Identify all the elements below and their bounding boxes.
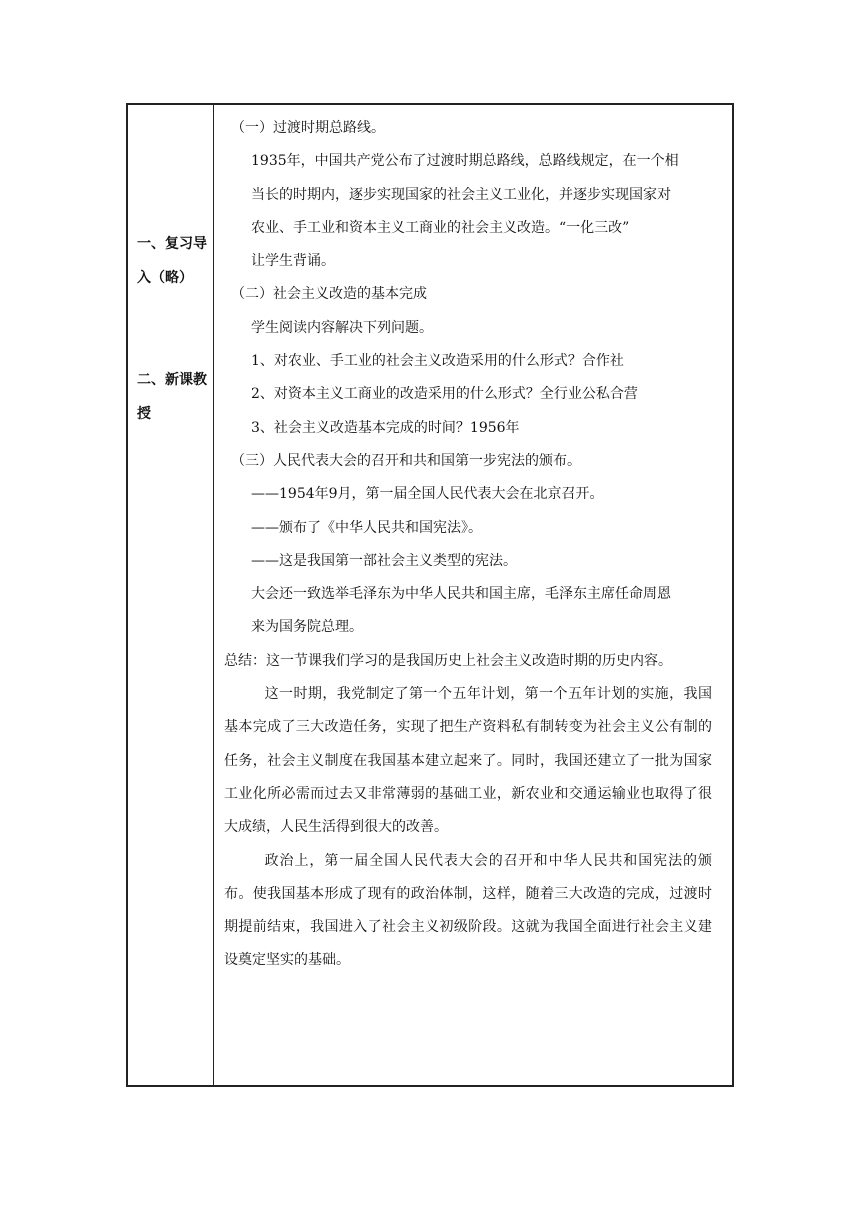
part1-line: 农业、手工业和资本主义工商业的社会主义改造。“一化三改” bbox=[251, 219, 630, 236]
right-column bbox=[224, 112, 723, 978]
part2-line: 1、对农业、手工业的社会主义改造采用的什么形式？合作社 bbox=[251, 353, 624, 370]
part3-line: 大会还一致选举毛泽东为中华人民共和国主席，毛泽东主席任命周恩 bbox=[251, 586, 671, 603]
column-divider bbox=[213, 105, 214, 1085]
part2-line: 学生阅读内容解决下列问题。 bbox=[251, 319, 433, 336]
part2-line: 2、对资本主义工商业的改造采用的什么形式？全行业公私合营 bbox=[251, 386, 638, 403]
section-new-lesson-label: 二、新课教授 bbox=[137, 372, 207, 422]
part1-line: 当长的时期内，逐步实现国家的社会主义工业化，并逐步实现国家对 bbox=[251, 186, 671, 203]
part1-line: 1935年，中国共产党公布了过渡时期总路线，总路线规定，在一个相 bbox=[251, 153, 679, 170]
summary-paragraph-1: 这一时期，我党制定了第一个五年计划，第一个五年计划的实施，我国基本完成了三大改造任务，实现了把生产资料私有制转变为社会主义公有制的任务，社会主义制度在我国基本建立起来了。同时，我国还建立了一批为国家工业化所必需而过去又非常薄弱的基础工业，新农业和交通运输业也取得了很大成绩，人民生活得到很大的改善。 bbox=[224, 686, 712, 836]
section-review-label: 一、复习导入（略） bbox=[137, 236, 207, 286]
part1-line: 让学生背诵。 bbox=[251, 253, 335, 270]
summary-paragraph-2: 政治上，第一届全国人民代表大会的召开和中华人民共和国宪法的颁布。使我国基本形成了现有的政治体制，这样，随着三大改造的完成，过渡时期提前结束，我国进入了社会主义初级阶段。这就为我国全面进行社会主义建设奠定坚实的基础。 bbox=[224, 852, 712, 969]
part1-heading: （一）过渡时期总路线。 bbox=[231, 120, 385, 136]
part3-line: ——1954年9月，第一届全国人民代表大会在北京召开。 bbox=[251, 486, 604, 503]
part3-line: ——这是我国第一部社会主义类型的宪法。 bbox=[251, 552, 517, 569]
part3-heading: （三）人民代表大会的召开和共和国第一步宪法的颁布。 bbox=[231, 452, 581, 469]
summary-intro: 总结：这一节课我们学习的是我国历史上社会主义改造时期的历史内容。 bbox=[224, 652, 672, 669]
part2-heading: （二）社会主义改造的基本完成 bbox=[231, 286, 427, 303]
part2-line: 3、社会主义改造基本完成的时间？1956年 bbox=[251, 419, 520, 436]
part3-line: ——颁布了《中华人民共和国宪法》。 bbox=[251, 519, 482, 536]
part3-line: 来为国务院总理。 bbox=[251, 619, 363, 636]
lesson-table bbox=[126, 103, 734, 1087]
